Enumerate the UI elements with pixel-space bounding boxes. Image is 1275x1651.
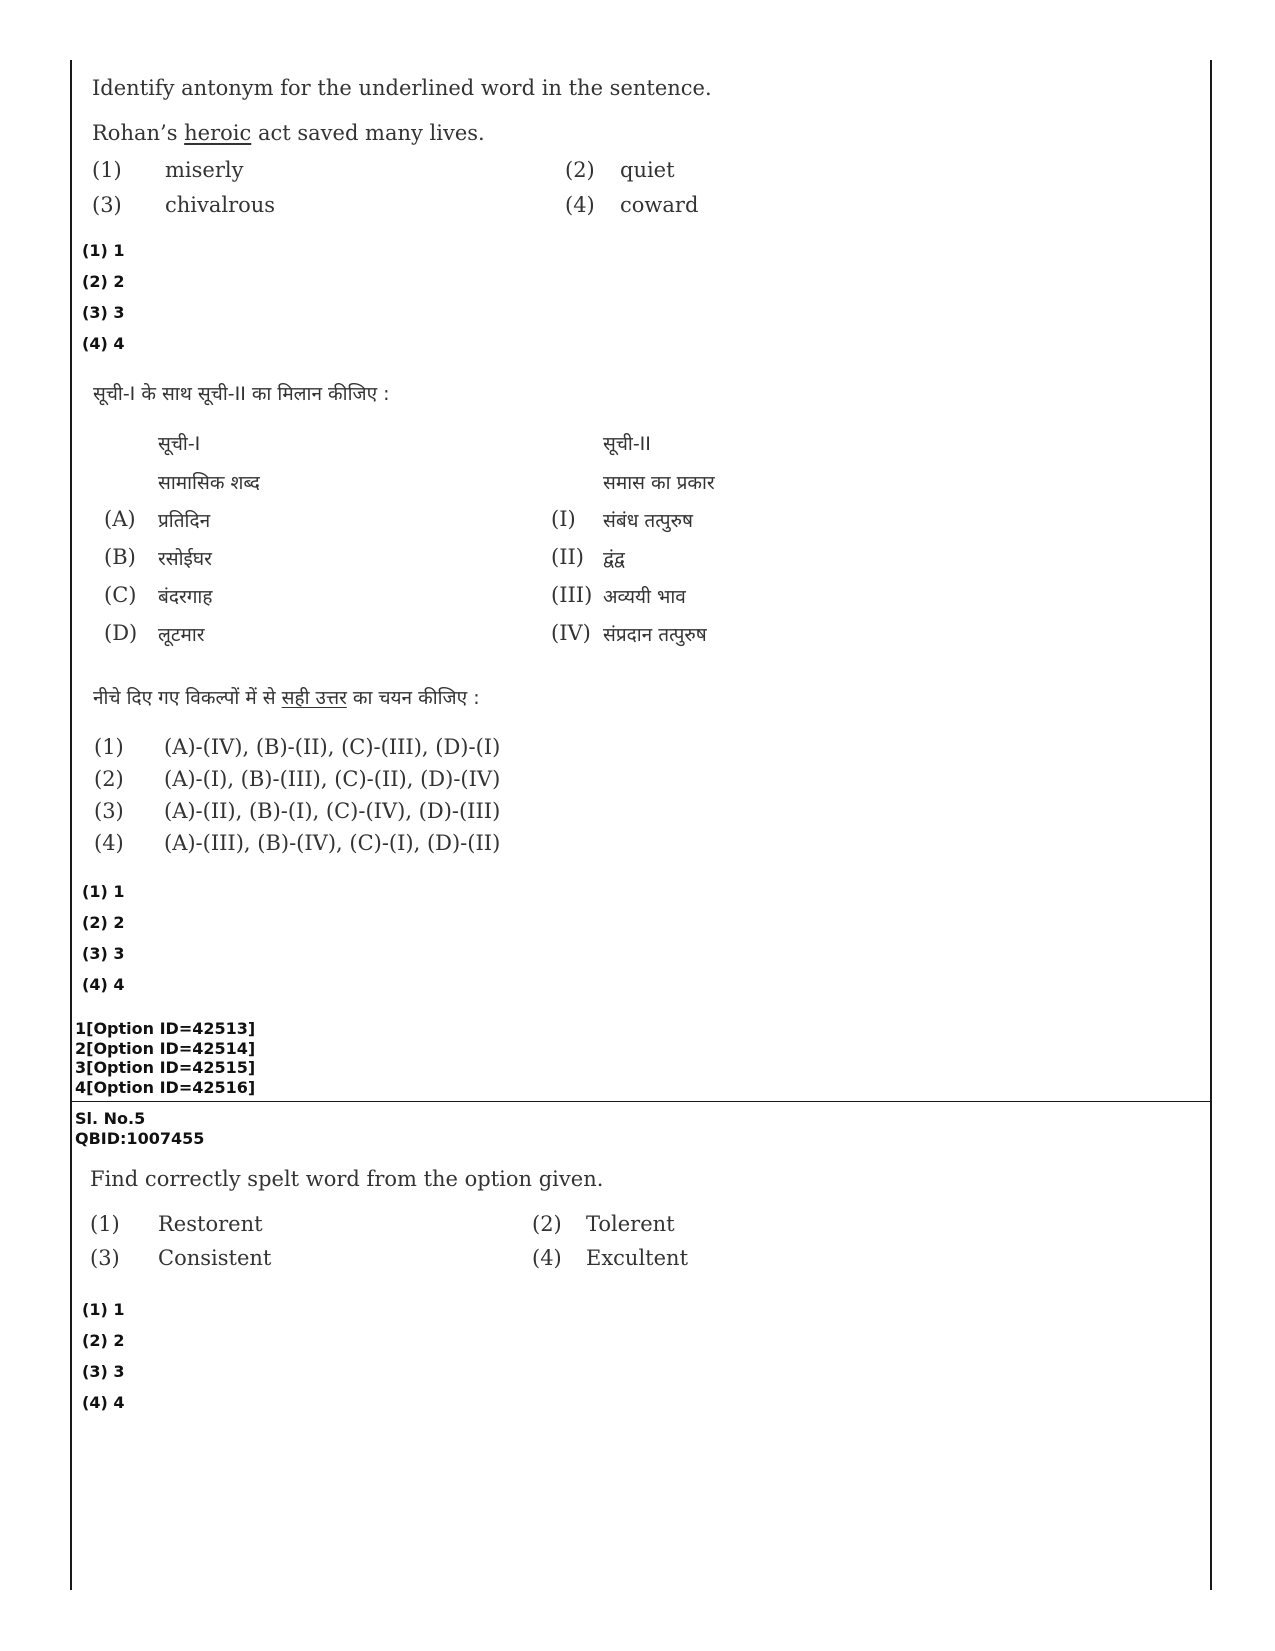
option-number: (3): [90, 1246, 120, 1270]
option-number: (4): [565, 193, 595, 217]
list2-label: (IV): [551, 621, 591, 645]
option-text: (A)-(I), (B)-(III), (C)-(II), (D)-(IV): [164, 767, 501, 791]
answer-option: (1) 1: [82, 1300, 125, 1319]
answer-option: (2) 2: [82, 913, 125, 932]
option-text: (A)-(II), (B)-(I), (C)-(IV), (D)-(III): [164, 799, 501, 823]
answer-option: (3) 3: [82, 303, 125, 322]
option-number: (1): [92, 158, 122, 182]
list2-label: (II): [551, 545, 584, 569]
section-divider: [71, 1101, 1211, 1102]
sentence-part: Rohan’s: [92, 121, 185, 145]
answer-option: (4) 4: [82, 975, 125, 994]
option-id: 2[Option ID=42514]: [75, 1039, 256, 1058]
underlined-phrase: सही उत्तर: [281, 687, 347, 709]
list1-subtitle: सामासिक शब्द: [158, 472, 260, 494]
list2-item: द्वंद्व: [603, 548, 625, 570]
option-number: (4): [532, 1246, 562, 1270]
list2-subtitle: समास का प्रकार: [603, 472, 715, 494]
option-text: Tolerent: [586, 1212, 675, 1236]
option-number: (2): [565, 158, 595, 182]
option-number: (3): [94, 799, 124, 823]
serial-number: Sl. No.5: [75, 1109, 146, 1128]
list1-item: लूटमार: [158, 624, 205, 646]
answer-option: (3) 3: [82, 944, 125, 963]
instruction-part: नीचे दिए गए विकल्पों में से: [93, 687, 282, 709]
question-prompt: Identify antonym for the underlined word in the sentence.: [92, 76, 712, 100]
list2-item: संप्रदान तत्पुरुष: [603, 624, 707, 646]
option-text: chivalrous: [165, 193, 276, 217]
list1-label: (D): [104, 621, 138, 645]
list2-item: अव्ययी भाव: [603, 586, 686, 608]
list1-item: बंदरगाह: [158, 586, 213, 608]
option-text: Restorent: [158, 1212, 263, 1236]
option-number: (1): [90, 1212, 120, 1236]
answer-option: (3) 3: [82, 1362, 125, 1381]
list2-item: संबंध तत्पुरुष: [603, 510, 693, 532]
list1-item: रसोईघर: [158, 548, 212, 570]
option-text: coward: [620, 193, 699, 217]
page-border-left: [70, 60, 72, 1590]
instruction-part: का चयन कीजिए :: [346, 687, 480, 709]
option-number: (3): [92, 193, 122, 217]
option-id: 4[Option ID=42516]: [75, 1078, 256, 1097]
option-number: (2): [94, 767, 124, 791]
choose-instruction: [93, 684, 480, 710]
list2-label: (I): [551, 507, 576, 531]
answer-option: (1) 1: [82, 882, 125, 901]
question-sentence: [92, 121, 485, 145]
option-text: quiet: [620, 158, 675, 182]
list1-label: (A): [104, 507, 136, 531]
list2-label: (III): [551, 583, 593, 607]
option-number: (4): [94, 831, 124, 855]
answer-option: (2) 2: [82, 1331, 125, 1350]
answer-option: (1) 1: [82, 241, 125, 260]
option-text: Excultent: [586, 1246, 689, 1270]
list2-title: सूची-II: [603, 433, 651, 455]
list1-title: सूची-I: [158, 433, 201, 455]
list1-label: (B): [104, 545, 136, 569]
answer-option: (2) 2: [82, 272, 125, 291]
page-border-right: [1210, 60, 1212, 1590]
option-id: 1[Option ID=42513]: [75, 1019, 256, 1038]
option-text: miserly: [165, 158, 244, 182]
option-id: 3[Option ID=42515]: [75, 1058, 256, 1077]
underlined-word: heroic: [184, 121, 252, 145]
option-text: (A)-(IV), (B)-(II), (C)-(III), (D)-(I): [164, 735, 501, 759]
option-number: (2): [532, 1212, 562, 1236]
list1-label: (C): [104, 583, 137, 607]
answer-option: (4) 4: [82, 1393, 125, 1412]
question-prompt: Find correctly spelt word from the option given.: [90, 1167, 604, 1191]
list1-item: प्रतिदिन: [158, 510, 211, 532]
question-id: QBID:1007455: [75, 1129, 205, 1148]
option-number: (1): [94, 735, 124, 759]
question-prompt: सूची-I के साथ सूची-II का मिलान कीजिए :: [93, 383, 390, 405]
sentence-part: act saved many lives.: [251, 121, 485, 145]
option-text: (A)-(III), (B)-(IV), (C)-(I), (D)-(II): [164, 831, 501, 855]
answer-option: (4) 4: [82, 334, 125, 353]
option-text: Consistent: [158, 1246, 272, 1270]
